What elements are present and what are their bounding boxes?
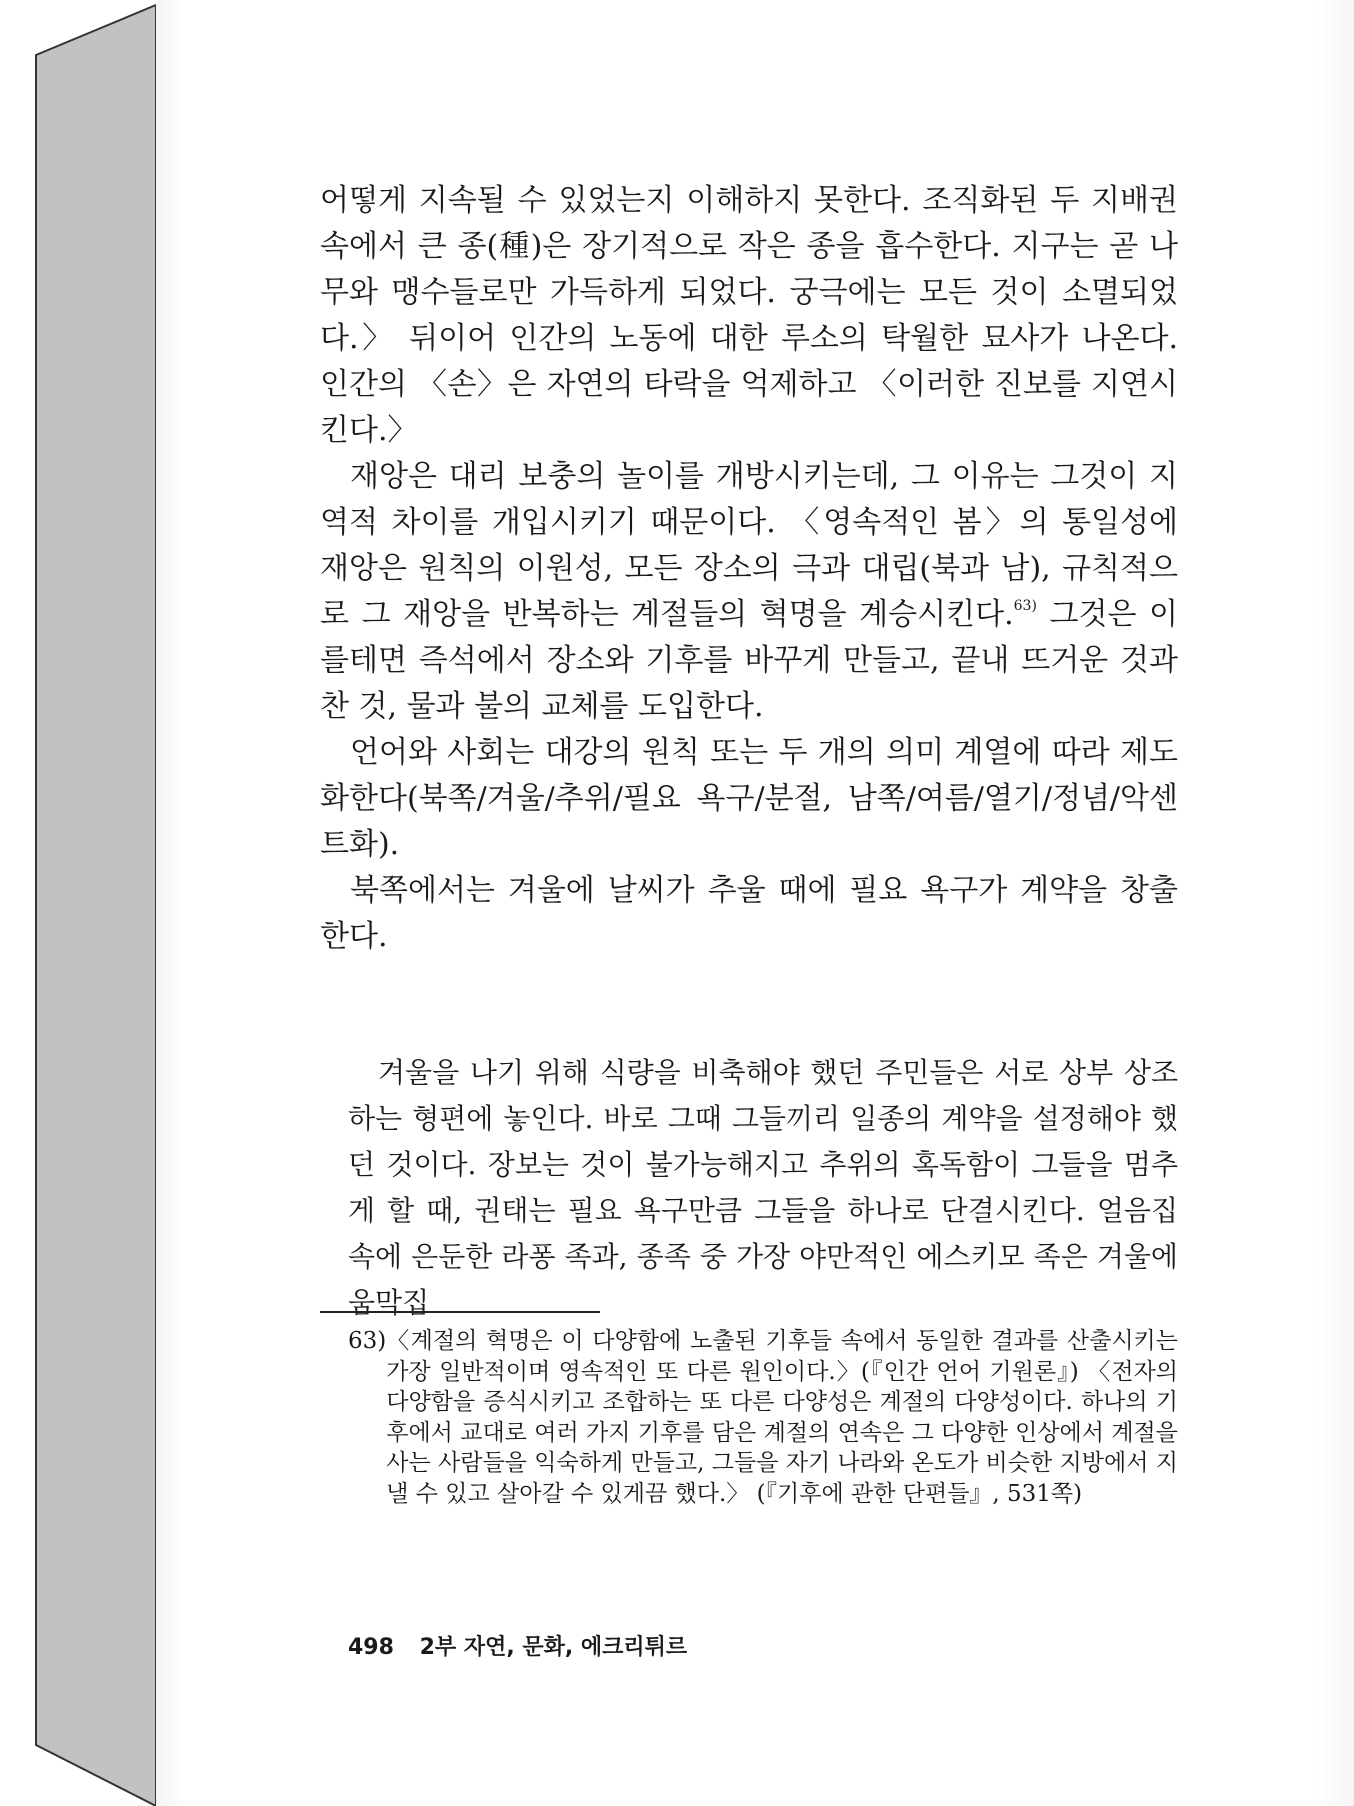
body-text-run: 언어와 사회는 대강의 원칙 또는 두 개의 의미 계열에 따라 제도화한다(북쪽/겨울/추위/필요 욕구/분절, 남쪽/여름/열기/정념/악센트화). xyxy=(320,735,1178,862)
block-quote: 겨울을 나기 위해 식량을 비축해야 했던 주민들은 서로 상부 상조하는 형편에 놓인다. 바로 그때 그들끼리 일종의 계약을 설정해야 했던 것이다. 장보는 것이 불가능해지고 추위의 혹독함이 그들을 멈추게 할 때, 권태는 필요 욕구만큼 그들을 하나로 단결시킨다. 얼음집 속에 은둔한 라퐁 족과, 종족 중 가장 야만적인 에스키모 족은 겨울에 움막집 xyxy=(348,1056,1178,1319)
body-paragraph xyxy=(320,868,1178,960)
main-text xyxy=(320,178,1178,960)
book-spine xyxy=(36,5,156,1806)
body-paragraph xyxy=(320,730,1178,868)
page-number: 498 xyxy=(348,1635,394,1660)
body-text-run: 그것은 이를테면 즉석에서 장소와 기후를 바꾸게 만들고, 끝내 뜨거운 것과 찬 것, 물과 불의 교체를 도입한다. xyxy=(320,597,1178,724)
body-paragraph xyxy=(320,454,1178,730)
body-text-run: 북쪽에서는 겨울에 날씨가 추울 때에 필요 욕구가 계약을 창출한다. xyxy=(320,873,1178,954)
footnote-reference: 63) xyxy=(1013,598,1037,614)
body-text-run: 어떻게 지속될 수 있었는지 이해하지 못한다. 조직화된 두 지배권 속에서 큰 종(種)은 장기적으로 작은 종을 흡수한다. 지구는 곧 나무와 맹수들로만 가득하게 되었다. 궁극에는 모든 것이 소멸되었다.〉 뒤이어 인간의 노동에 대한 루소의 탁월한 묘사가 나온다. 인간의 〈손〉은 자연의 타락을 억제하고 〈이러한 진보를 지연시킨다.〉 xyxy=(320,183,1178,448)
footnote-rule xyxy=(320,1311,600,1313)
footnote-number: 63) xyxy=(348,1328,387,1354)
footnote xyxy=(348,1326,1178,1509)
footnote-text: 〈계절의 혁명은 이 다양함에 노출된 기후들 속에서 동일한 결과를 산출시키는 가장 일반적이며 영속적인 또 다른 원인이다.〉(『인간 언어 기원론』) 〈전자의 다양함을 증식시키고 조합하는 또 다른 다양성은 계절의 다양성이다. 하나의 기후에서 교대로 여러 가지 기후를 담은 계절의 연속은 그 다양한 인상에서 계절을 사는 사람들을 익숙하게 만들고, 그들을 자기 나라와 온도가 비슷한 지방에서 지낼 수 있고 살아갈 수 있게끔 했다.〉 (『기후에 관한 단편들』, 531쪽) xyxy=(386,1328,1178,1507)
page-footer xyxy=(348,1630,687,1661)
running-head: 2부 자연, 문화, 에크리튀르 xyxy=(419,1635,688,1660)
body-text-run: 재앙은 대리 보충의 놀이를 개방시키는데, 그 이유는 그것이 지역적 차이를 개입시키기 때문이다. 〈영속적인 봄〉의 통일성에 재앙은 원칙의 이원성, 모든 장소의 극과 대립(북과 남), 규칙적으로 그 재앙을 반복하는 계절들의 혁명을 계승시킨다. xyxy=(320,459,1178,632)
body-paragraph xyxy=(320,178,1178,454)
